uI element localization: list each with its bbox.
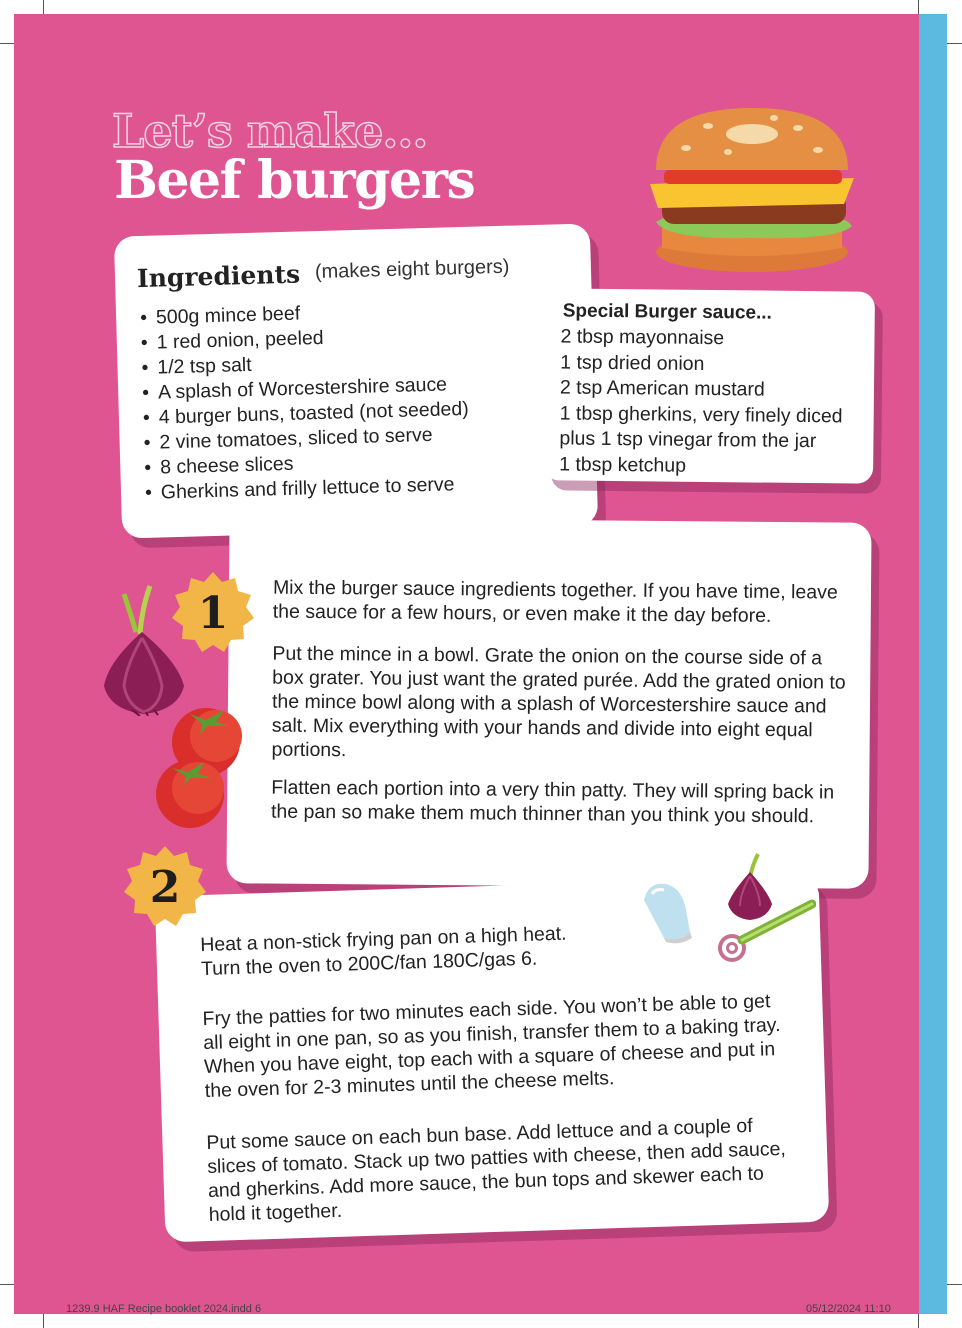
list-item: 2 tbsp mayonnaise (560, 325, 725, 350)
red-onion-illustration (100, 582, 190, 716)
step-2-badge (122, 844, 208, 930)
spring-onion-illustration (712, 852, 816, 968)
ingredients-heading: Ingredients (136, 259, 301, 294)
salt-shaker-illustration (640, 880, 696, 944)
sauce-heading: Special Burger sauce... (562, 300, 772, 324)
list-item: • 1/2 tsp salt (141, 347, 467, 381)
title-lets-make: Let’s make... (112, 104, 428, 158)
ingredients-card (114, 223, 598, 538)
list-item: • A splash of Worcestershire sauce (142, 372, 468, 406)
list-item: 1 tsp dried onion (560, 350, 705, 375)
step-number: 1 (197, 588, 229, 639)
step-number: 2 (149, 862, 181, 913)
page-title: Beef burgers (114, 150, 475, 211)
burger-illustration (648, 104, 860, 276)
list-item: • 500g mince beef (140, 297, 466, 331)
list-item: • Gherkins and frilly lettuce to serve (145, 472, 471, 506)
servings-note: (makes eight burgers) (314, 255, 510, 284)
step-1-paragraph: Flatten each portion into a very thin patty. They will spring back in the pan so make them much thinner than you think you should. (270, 776, 835, 828)
step-1-card (226, 517, 871, 889)
list-item: • 2 vine tomatoes, sliced to serve (143, 422, 469, 456)
bleed-strip (919, 14, 947, 1314)
list-item: • 1 red onion, peeled (141, 322, 467, 356)
step-2-paragraph: Put some sauce on each bun base. Add lettuce and a couple of slices of tomato. Stack up two patties with cheese, then add sauce, and gherkins. Add more sauce, the bun tops and skewer each to hold it together. (206, 1114, 787, 1226)
print-slug-datetime: 05/12/2024 11:10 (806, 1303, 891, 1315)
step-2-paragraph: Heat a non-stick frying pan on a high heat. Turn the oven to 200C/fan 180C/gas 6. (199, 922, 567, 981)
list-item: • 4 burger buns, toasted (not seeded) (143, 397, 469, 431)
list-item: plus 1 tsp vinegar from the jar (559, 427, 817, 453)
step-2-paragraph: Fry the patties for two minutes each side. You won’t be able to get all eight in one pan, so as you finish, transfer them to a baking tray. When you have eight, top each with a square of cheese and put in the oven for 2-3 minutes until the cheese melts. (202, 990, 781, 1103)
step-1-paragraph: Mix the burger sauce ingredients together. If you have time, leave the sauce for a few hours, or even make it the day before. (272, 576, 838, 627)
print-slug-file: 1239.9 HAF Recipe booklet 2024.indd 6 (66, 1303, 262, 1315)
list-item: • 8 cheese slices (144, 447, 470, 481)
list-item: 1 tbsp ketchup (559, 452, 687, 477)
list-item: 2 tsp American mustard (559, 376, 765, 401)
list-item: 1 tbsp gherkins, very finely diced (559, 401, 843, 427)
sauce-card (543, 288, 875, 483)
step-1-paragraph: Put the mince in a bowl. Grate the onion on the course side of a box grater. You just want the grated purée. Add the grated onion to the mince bowl along with a splash of Worcestershire sauce and salt. Mix everything with your hands and divide into eight equal portions. (271, 642, 846, 762)
tomato-illustration (154, 706, 246, 830)
ingredients-list (140, 297, 471, 506)
sauce-list (559, 324, 843, 480)
